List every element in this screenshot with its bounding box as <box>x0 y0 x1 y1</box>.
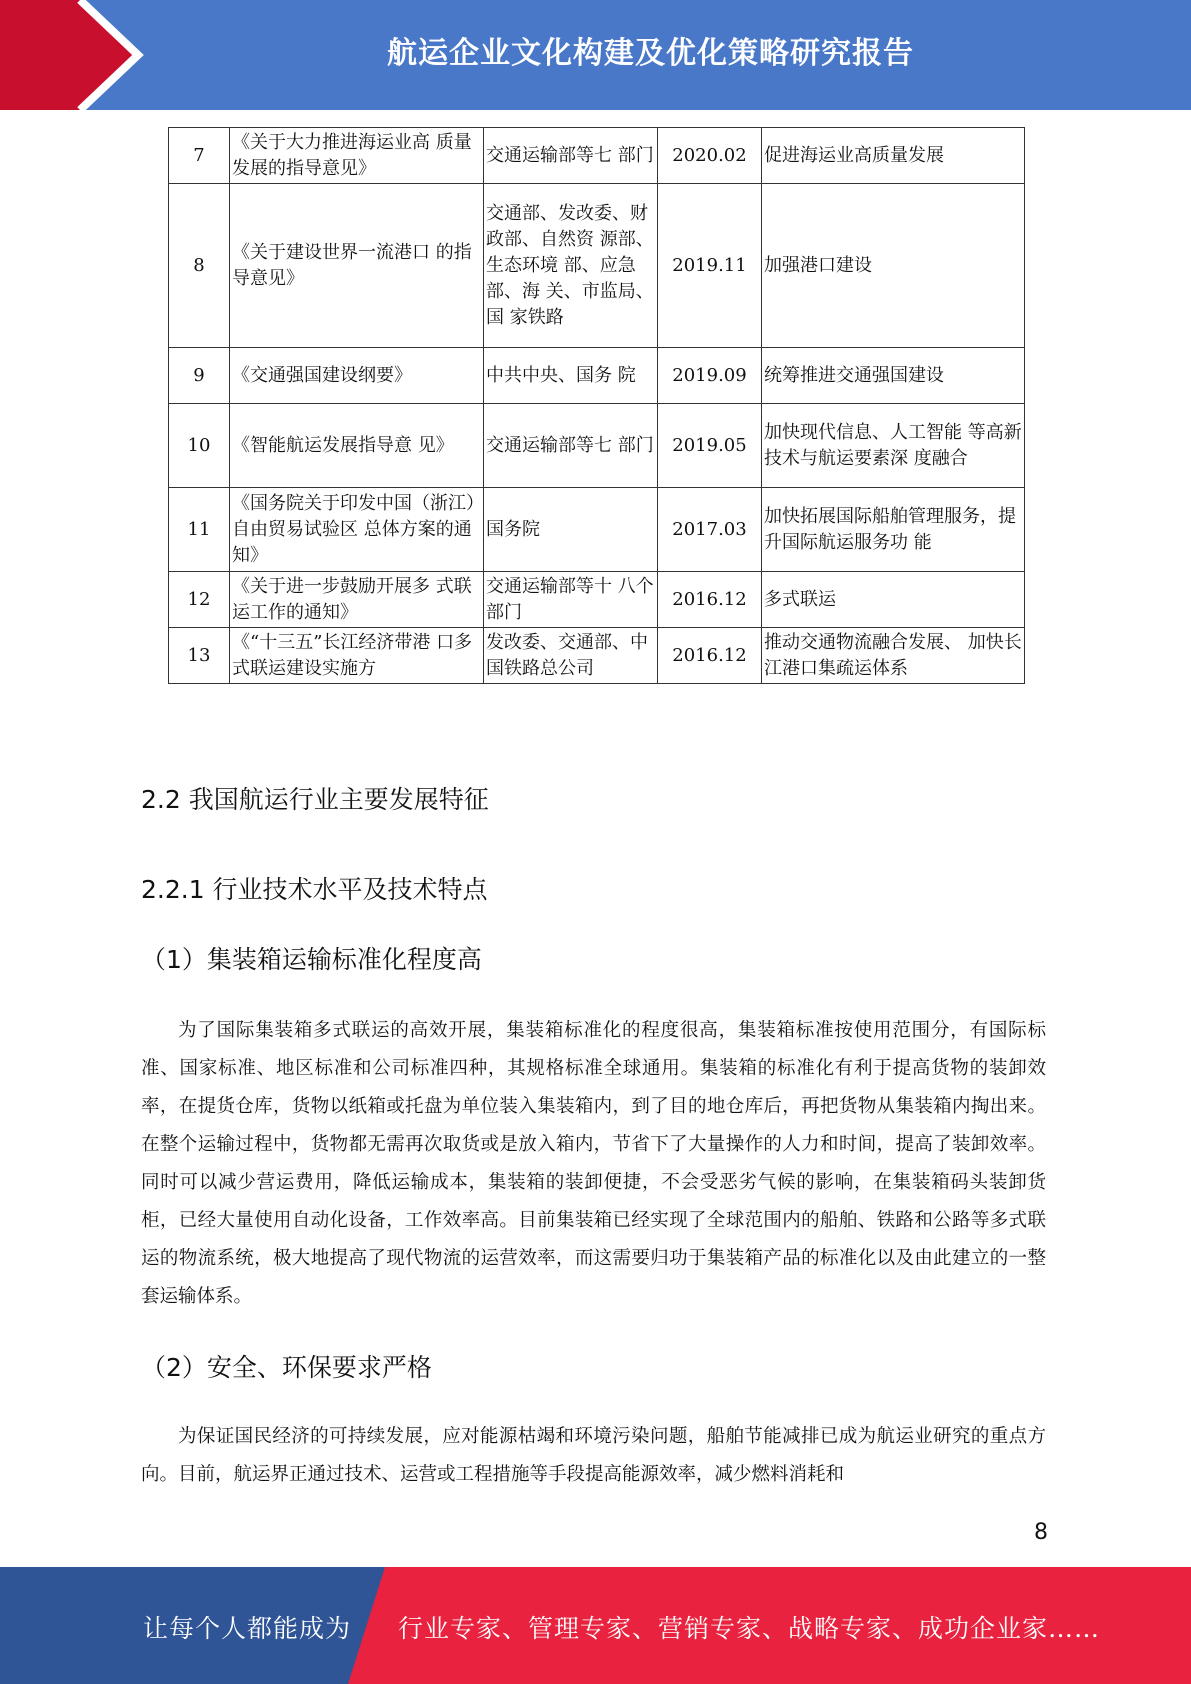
issuing-department: 交通运输部等十 八个部门 <box>484 572 658 628</box>
page-footer <box>0 1567 1191 1684</box>
issuing-department: 交通部、发改委、财政部、自然资 源部、生态环境 部、应急部、海 关、市监局、国 家铁路 <box>484 184 658 348</box>
issue-date: 2019.05 <box>658 404 762 488</box>
page-header <box>0 0 1191 110</box>
section-heading-2-2: 2.2 我国航运行业主要发展特征 <box>141 785 489 814</box>
issuing-department: 交通运输部等七 部门 <box>484 404 658 488</box>
table-row <box>169 488 1025 572</box>
body-paragraph-2: 为保证国民经济的可持续发展，应对能源枯竭和环境污染问题，船舶节能减排已成为航运业研究的重点方向。目前，航运界正通过技术、运营或工程措施等手段提高能源效率，减少燃料消耗和 <box>141 1426 1046 1485</box>
page-number: 8 <box>1034 1520 1048 1545</box>
policy-name: 《关于大力推进海运业高 质量发展的指导意见》 <box>230 128 484 184</box>
table-row <box>169 128 1025 184</box>
policy-goal: 加快拓展国际船舶管理服务，提升国际航运服务功 能 <box>762 488 1025 572</box>
header-title: 航运企业文化构建及优化策略研究报告 <box>387 36 914 71</box>
table-row <box>169 572 1025 628</box>
policy-name: 《关于建设世界一流港口 的指导意见》 <box>230 184 484 348</box>
issuing-department: 交通运输部等七 部门 <box>484 128 658 184</box>
table-row <box>169 404 1025 488</box>
row-number: 7 <box>169 128 230 184</box>
section-heading-2-2-1: 2.2.1 行业技术水平及技术特点 <box>141 875 488 904</box>
row-number: 10 <box>169 404 230 488</box>
policy-name: 《智能航运发展指导意 见》 <box>230 404 484 488</box>
policy-name: 《“十三五”长江经济带港 口多式联运建设实施方 <box>230 628 484 684</box>
policy-goal: 加快现代信息、人工智能 等高新技术与航运要素深 度融合 <box>762 404 1025 488</box>
footer-slogan-right: 行业专家、管理专家、营销专家、战略专家、成功企业家…… <box>398 1614 1101 1643</box>
policy-name: 《交通强国建设纲要》 <box>230 348 484 404</box>
issue-date: 2016.12 <box>658 572 762 628</box>
policy-goal: 推动交通物流融合发展、 加快长江港口集疏运体系 <box>762 628 1025 684</box>
policy-name: 《国务院关于印发中国（浙江）自由贸易试验区 总体方案的通知》 <box>230 488 484 572</box>
issue-date: 2019.11 <box>658 184 762 348</box>
policy-name: 《关于进一步鼓励开展多 式联运工作的通知》 <box>230 572 484 628</box>
row-number: 12 <box>169 572 230 628</box>
policy-goal: 统筹推进交通强国建设 <box>762 348 1025 404</box>
issue-date: 2020.02 <box>658 128 762 184</box>
policy-table <box>168 127 1025 684</box>
subsection-heading-2: （2）安全、环保要求严格 <box>141 1353 432 1382</box>
table-row <box>169 348 1025 404</box>
footer-slogan-left: 让每个人都能成为 <box>143 1614 352 1643</box>
issue-date: 2019.09 <box>658 348 762 404</box>
row-number: 13 <box>169 628 230 684</box>
issue-date: 2016.12 <box>658 628 762 684</box>
row-number: 11 <box>169 488 230 572</box>
row-number: 8 <box>169 184 230 348</box>
table-row <box>169 184 1025 348</box>
issuing-department: 发改委、交通部、中国铁路总公司 <box>484 628 658 684</box>
table-row <box>169 628 1025 684</box>
body-paragraph-1: 为了国际集装箱多式联运的高效开展，集装箱标准化的程度很高，集装箱标准按使用范围分，有国际标准、国家标准、地区标准和公司标准四种，其规格标准全球通用。集装箱的标准化有利于提高货物的装卸效率，在提货仓库，货物以纸箱或托盘为单位装入集装箱内，到了目的地仓库后，再把货物从集装箱内掏出来。在整个运输过程中，货物都无需再次取货或是放入箱内，节省下了大量操作的人力和时间，提高了装卸效率。同时可以减少营运费用，降低运输成本，集装箱的装卸便捷，不会受恶劣气候的影响，在集装箱码头装卸货柜，已经大量使用自动化设备，工作效率高。目前集装箱已经实现了全球范围内的船舶、铁路和公路等多式联运的物流系统，极大地提高了现代物流的运营效率，而这需要归功于集装箱产品的标准化以及由此建立的一整套运输体系。 <box>141 1020 1046 1307</box>
policy-goal: 促进海运业高质量发展 <box>762 128 1025 184</box>
issuing-department: 中共中央、国务 院 <box>484 348 658 404</box>
issuing-department: 国务院 <box>484 488 658 572</box>
policy-goal: 多式联运 <box>762 572 1025 628</box>
row-number: 9 <box>169 348 230 404</box>
policy-goal: 加强港口建设 <box>762 184 1025 348</box>
subsection-heading-1: （1）集装箱运输标准化程度高 <box>141 945 482 974</box>
issue-date: 2017.03 <box>658 488 762 572</box>
